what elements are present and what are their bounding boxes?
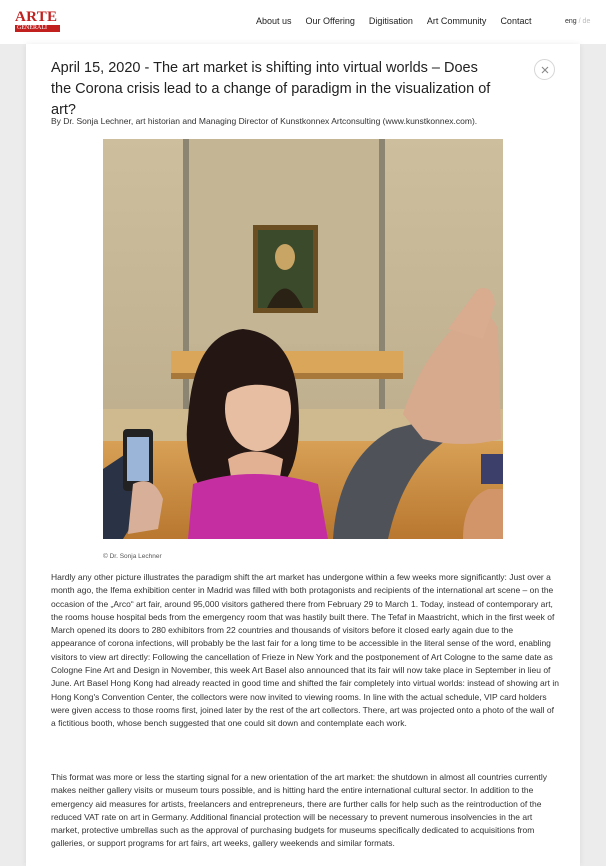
arte-generali-logo[interactable] <box>15 10 60 32</box>
close-icon <box>540 65 550 75</box>
nav-about-us[interactable]: About us <box>256 16 292 26</box>
language-switcher <box>565 18 590 25</box>
article-paragraph-1: Hardly any other picture illustrates the paradigm shift the art market has undergone within a few weeks more significantly: Just over a month ago, the Ifema exhibition center in Madrid was filled with both protagonists and recipients of the international art scene – on the occasion of the „Arco“ art fair, around 95,000 visitors gathered there from February 29 to March 1. Today, instead of contemporary art, the rooms house hospital beds from the emergency room that was hastily built there. The Tefaf in Maastricht, which in the first week of March opened its doors to 280 exhibitors from 22 countries and thousands of visitors before it closed early again due to the appearance of corona infections, will probably be the last fair for a long time to be accessible in the literal sense of the word, enabling visitors to view art directly: Following the cancellation of Frieze in New York and the postponement of Art Cologne to the same date as Cologne Fine Art and Design in November, this week Art Basel also announced that its fair will now take place in September in lieu of June. Art Basel Hong Kong had already reacted in good time and shifted the fair completely into virtual worlds: instead of showing art in Hong Kong's Convention Center, the collectors were now invited to viewing rooms. In line with the actual schedule, VIP card holders were given access to those rooms first, joined later by the rest of the art collectors. There, art was projected onto a photo of the wall of a fictitious booth, whose bench suggested that one could sit down and contemplate each work. <box>51 572 559 729</box>
article-photo <box>103 139 503 539</box>
main-nav <box>256 16 531 26</box>
lang-de[interactable]: de <box>582 18 591 25</box>
nav-art-community[interactable]: Art Community <box>426 16 487 26</box>
top-navigation-bar <box>0 0 606 44</box>
close-button[interactable] <box>534 59 555 80</box>
nav-digitisation[interactable]: Digitisation <box>368 16 413 26</box>
lang-eng[interactable]: eng <box>565 18 577 25</box>
article-paragraph-2: This format was more or less the starting signal for a new orientation of the art market: the shutdown in almost all countries currently makes neither gallery visits or museum tours possible, and is hitting hard the entire international cultural sector. In addition to the emergency aid measures for artists, freelancers and entrepreneurs, there are further calls for help such as the reintroduction of the reduced VAT rate on art in Germany. Additional financial protection will be necessary to prevent numerous insolvencies in the art market, protective umbrellas such as the approval of purchasing budgets for museums specifically dedicated to acquisitions from galleries, or support programs for art fairs, art weeks, gallery weekends and similar formats. <box>51 772 548 849</box>
article-title: April 15, 2020 - The art market is shifting into virtual worlds – Does the Corona crisis lead to a change of paradigm in the visualization of art? <box>51 60 491 118</box>
article-card <box>26 44 580 866</box>
article-byline: By Dr. Sonja Lechner, art historian and Managing Director of Kunstkonnex Artconsulting (www.kunstkonnex.com). <box>51 116 478 126</box>
mona-lisa-visitor-photo <box>103 139 503 539</box>
image-caption: © Dr. Sonja Lechner <box>103 553 162 560</box>
lang-separator: / <box>578 18 581 25</box>
logo-text-generali: GENERALI <box>15 25 60 32</box>
nav-contact[interactable]: Contact <box>500 16 532 26</box>
logo-text-arte: ARTE <box>15 9 58 25</box>
nav-our-offering[interactable]: Our Offering <box>305 16 355 26</box>
